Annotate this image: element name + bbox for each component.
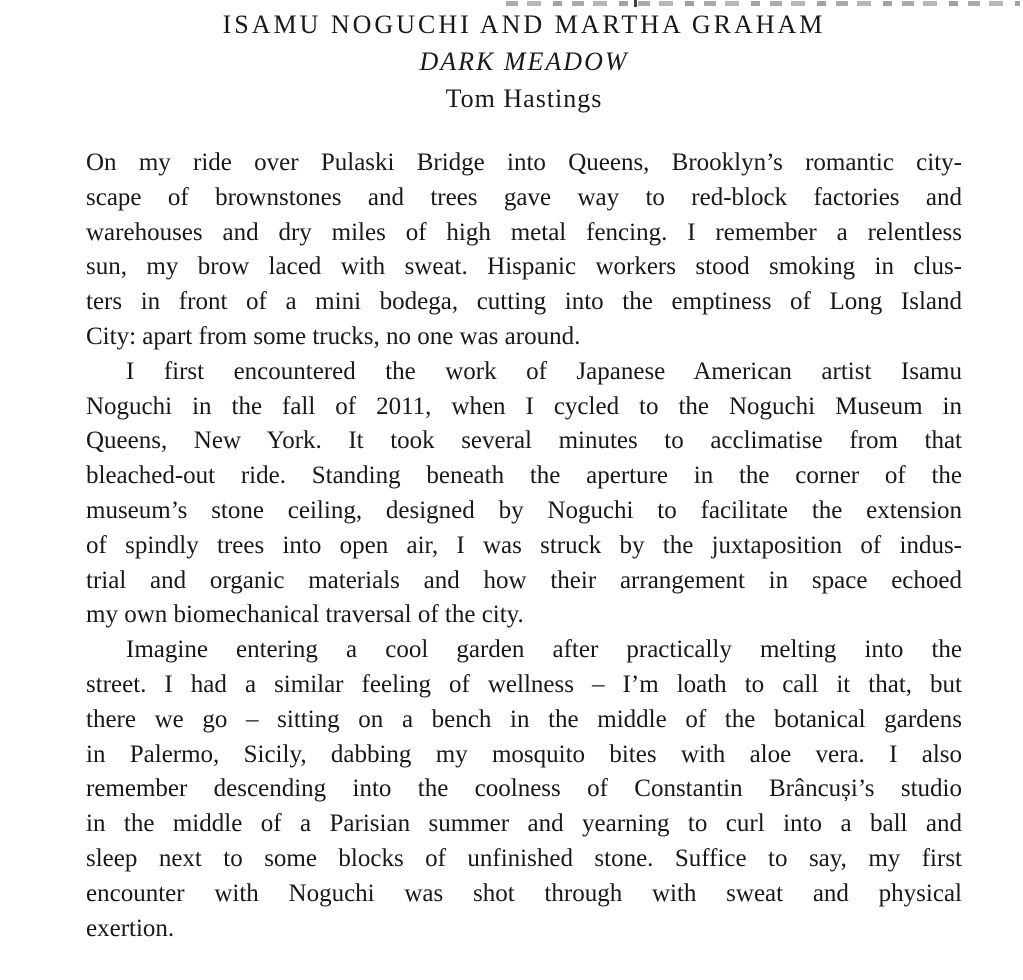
text-line: City: apart from some trucks, no one was around.	[86, 322, 581, 350]
paragraph-3	[86, 633, 962, 946]
text-line: sleep next to some blocks of unfinished stone. Suffice to say, my first	[86, 844, 962, 872]
text-line: scape of brownstones and trees gave way to red-block factories and	[86, 183, 962, 211]
text-line: there we go – sitting on a bench in the middle of the botanical gardens	[86, 705, 962, 733]
text-line: in Palermo, Sicily, dabbing my mosquito bites with aloe vera. I also	[86, 740, 962, 768]
text-line: remember descending into the coolness of Constantin Brâncuși’s studio	[86, 775, 962, 803]
chapter-author: Tom Hastings	[445, 84, 603, 113]
text-line: in the middle of a Parisian summer and yearning to curl into a ball and	[86, 810, 962, 838]
chapter-title: ISAMU NOGUCHI AND MARTHA GRAHAM	[222, 10, 826, 39]
text-line: Queens, New York. It took several minutes to acclimatise from that	[86, 427, 962, 455]
text-line: museum’s stone ceiling, designed by Noguchi to facilitate the extension	[86, 496, 962, 524]
text-line: of spindly trees into open air, I was struck by the juxtaposition of indus-	[86, 531, 962, 559]
text-line: Imagine entering a cool garden after practically melting into the	[126, 636, 962, 664]
text-line: street. I had a similar feeling of wellness – I’m loath to call it that, but	[86, 670, 962, 698]
text-line: trial and organic materials and how their arrangement in space echoed	[86, 566, 962, 594]
text-line: warehouses and dry miles of high metal fencing. I remember a relentless	[86, 218, 962, 246]
text-line: my own biomechanical traversal of the city.	[86, 601, 524, 629]
text-line: On my ride over Pulaski Bridge into Queens, Brooklyn’s romantic city-	[86, 149, 962, 176]
paragraph-2	[86, 355, 962, 633]
text-line: bleached-out ride. Standing beneath the aperture in the corner of the	[86, 462, 962, 490]
text-line: sun, my brow laced with sweat. Hispanic workers stood smoking in clus-	[86, 253, 962, 281]
paragraph-1	[86, 146, 962, 355]
article-body	[86, 146, 962, 946]
text-line: exertion.	[86, 914, 175, 942]
text-line: encounter with Noguchi was shot through with sweat and physical	[86, 879, 962, 907]
chapter-subtitle: DARK MEADOW	[419, 47, 629, 76]
text-line: Noguchi in the fall of 2011, when I cycled to the Noguchi Museum in	[86, 392, 962, 420]
chapter-header	[86, 6, 962, 117]
text-line: I first encountered the work of Japanese American artist Isamu	[126, 357, 962, 385]
text-line: ters in front of a mini bodega, cutting into the emptiness of Long Island	[86, 288, 962, 316]
